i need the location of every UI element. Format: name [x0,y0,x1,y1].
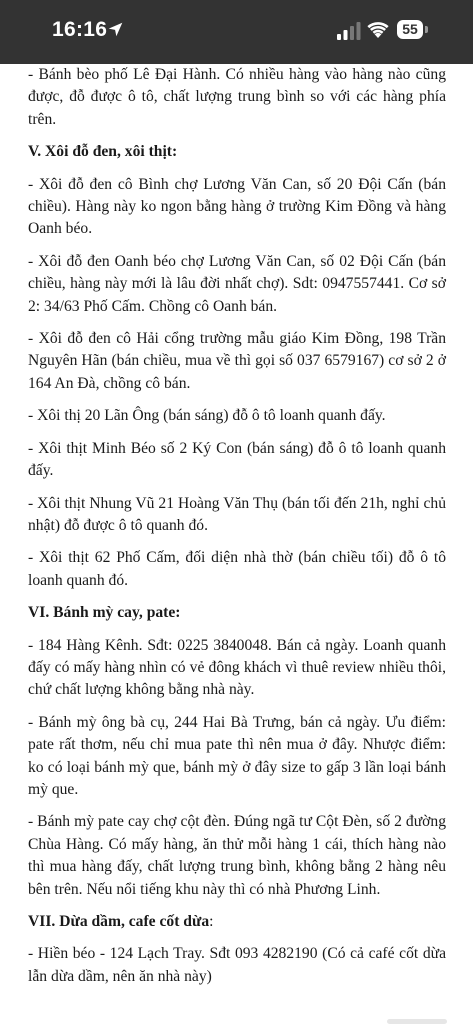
list-item: - Xôi thịt 62 Phố Cấm, đối diện nhà thờ (bán chiều tối) đỗ ô tô loanh quanh đó. [28,549,446,589]
list-item: - Bánh bèo phố Lê Đại Hành. Có nhiều hàng vào hàng nào cũng được, đỗ được ô tô, chất lượng trung bình so với các hàng phía trên. [28,66,446,128]
section-heading-dua-dam [28,911,446,933]
article-content [28,64,446,998]
battery-icon [397,20,427,41]
list-item: - Xôi đỗ đen Oanh béo chợ Lương Văn Can, số 02 Đội Cấn (bán chiều, hàng này mới là lâu đời nhất chợ). Sdt: 0947557441. Cơ sở 2: 34/63 Phố Cấm. Chồng cô Oanh bán. [28,252,446,315]
list-item: - Bánh mỳ ông bà cụ, 244 Hai Bà Trưng, bán cả ngày. Ưu điểm: pate rất thơm, nếu chỉ mua pate thì nên mua ở đây. Nhược điểm: ko có loại bánh mỳ que, bánh mỳ ở đây size to gấp 3 lần loại bánh mỳ que. [28,713,446,798]
list-item: - Xôi đỗ đen cô Hải cổng trường mẫu giáo Kim Đồng, 198 Trần Nguyên Hãn (bán chiều, mua về thì gọi số 037 6579167) cơ sở 2 ở 164 An Đà, chồng cô bán. [28,330,446,392]
section-heading-colon: : [209,913,214,930]
list-item: - Xôi thị 20 Lãn Ông (bán sáng) đỗ ô tô loanh quanh đấy. [28,407,386,425]
list-item: - Hiền béo - 124 Lạch Tray. Sđt 093 4282190 (Có cả café cốt dừa lẫn dừa dầm, nên ăn nhà này) [28,945,446,985]
list-item: - Xôi thịt Nhung Vũ 21 Hoàng Văn Thụ (bán tối đến 21h, nghỉ chủ nhật) đỗ được ô tô quanh đó. [28,494,446,534]
battery-tip [425,26,428,33]
battery-level: 55 [397,20,423,39]
wifi-icon [367,21,389,39]
status-bar [0,0,473,64]
list-item: - 184 Hàng Kênh. Sđt: 0225 3840048. Bán cả ngày. Loanh quanh đấy có mấy hàng nhìn có vẻ đông khách vì thuê review nhiều thôi, chứ chất lượng không bằng nhà này. [28,636,446,699]
home-indicator[interactable] [387,1019,447,1024]
section-heading-dua-dam-text: VII. Dừa dầm, cafe cốt dừa [28,913,210,930]
cellular-signal-icon [337,22,361,40]
status-time: 16:16 [52,18,108,41]
section-heading-banh-my: VI. Bánh mỳ cay, pate: [28,604,181,622]
list-item: - Xôi đỗ đen cô Bình chợ Lương Văn Can, số 20 Đội Cấn (bán chiều). Hàng này ko ngon bằng hàng ở trường Kim Đồng và hàng Oanh béo. [28,175,446,238]
location-arrow-icon [107,21,124,38]
list-item: - Xôi thịt Minh Béo số 2 Ký Con (bán sáng) đỗ ô tô loanh quanh đấy. [28,439,446,480]
section-heading-xoi: V. Xôi đỗ đen, xôi thịt: [28,143,178,161]
list-item: - Bánh mỳ pate cay chợ cột đèn. Đúng ngã tư Cột Đèn, số 2 đường Chùa Hàng. Có mấy hàng, ăn thử mỗi hàng 1 cái, thích hàng nào thì mua hàng đấy, chất lượng trung bình, không bằng 2 hàng nêu bên trên. Nếu nổi tiếng khu này thì có nhà Phương Linh. [28,813,446,898]
